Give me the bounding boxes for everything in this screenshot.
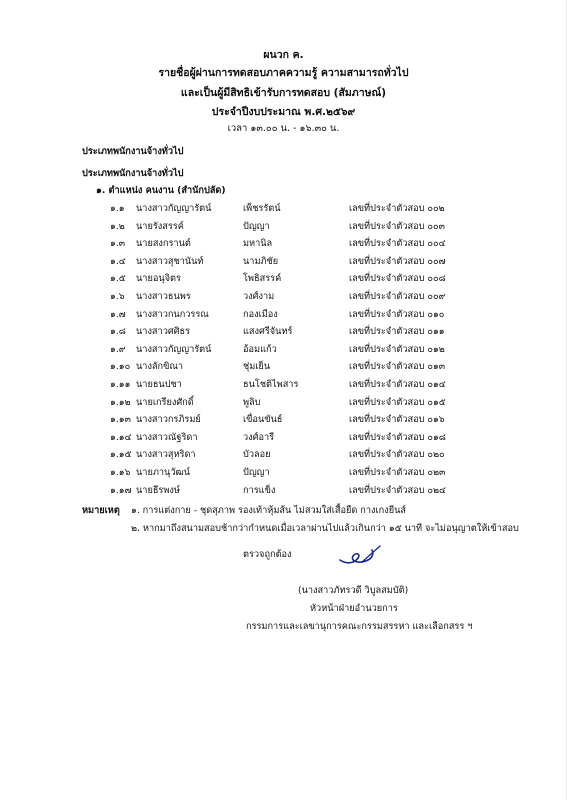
fiscal-year: ประจำปีงบประมาณ พ.ศ.๒๕๖๙ [211, 106, 356, 118]
candidate-number: ๑.๗ [110, 308, 126, 320]
candidate-surname: ปัญญา [243, 220, 270, 232]
exam-number: เลขที่ประจำตัวสอบ ๐๐๔ [349, 238, 446, 250]
table-row [0, 430, 567, 448]
candidate-name: นางสาวณัฐริดา [136, 431, 198, 443]
table-row [0, 307, 567, 325]
table-row [0, 483, 567, 501]
candidate-number: ๑.๑๖ [110, 467, 131, 478]
handwritten-signature [336, 540, 386, 570]
candidate-name: นางสาวธนพร [136, 291, 191, 302]
candidate-number: ๑.๑ [110, 203, 125, 214]
candidate-surname: นามภิชัย [243, 255, 279, 267]
table-row [0, 395, 567, 413]
candidate-surname: มหานิล [243, 238, 273, 250]
exam-number: เลขที่ประจำตัวสอบ ๐๑๖ [349, 414, 445, 426]
candidate-surname: เขื่อนขันธ์ [243, 414, 283, 426]
category-heading-2: ประเภทพนักงานจ้างทั่วไป [82, 168, 184, 179]
exam-number: เลขที่ประจำตัวสอบ ๐๑๔ [349, 379, 446, 390]
candidate-name: นางสาวกัญญารัตน์ [136, 343, 212, 355]
candidate-name: นายอนุจิตร [136, 273, 181, 285]
candidate-number: ๑.๑๒ [110, 396, 131, 408]
table-row [0, 236, 567, 254]
committee-title: กรรมการและเลขานุการคณะกรรมสรรหา และเลือกสรร ฯ [246, 621, 473, 632]
certification-text: ตรวจถูกต้อง [243, 549, 292, 560]
exam-number: เลขที่ประจำตัวสอบ ๐๐๙ [349, 291, 446, 302]
candidate-surname: อ้อมแก้ว [243, 343, 277, 355]
table-row [0, 447, 567, 465]
candidate-name: นางสาวศศิธร [136, 326, 191, 338]
exam-time: เวลา ๑๓.๐๐ น. - ๑๖.๓๐ น. [227, 123, 340, 134]
exam-number: เลขที่ประจำตัวสอบ ๐๐๗ [349, 255, 446, 267]
candidate-surname: วงศ์งาม [243, 291, 275, 302]
exam-number: เลขที่ประจำตัวสอบ ๐๒๓ [349, 467, 446, 478]
exam-number: เลขที่ประจำตัวสอบ ๐๐๓ [349, 220, 445, 232]
candidate-surname: กองเมือง [243, 308, 278, 320]
appendix-label: ผนวก ค. [263, 49, 304, 61]
exam-number: เลขที่ประจำตัวสอบ ๐๑๒ [349, 343, 445, 355]
candidate-number: ๑.๑๗ [110, 484, 132, 496]
table-row [0, 342, 567, 360]
exam-number: เลขที่ประจำตัวสอบ ๐๒๐ [349, 449, 445, 461]
candidate-number: ๑.๖ [110, 291, 125, 302]
table-row [0, 219, 567, 237]
table-row [0, 271, 567, 289]
candidate-surname: โพธิสรรค์ [243, 273, 282, 285]
signatory-name: (นางสาวภัทรวดี วิบูลสมบัติ) [298, 585, 409, 596]
exam-number: เลขที่ประจำตัวสอบ ๐๑๓ [349, 361, 446, 373]
candidate-name: นายธนปชา [136, 379, 182, 390]
candidate-surname: ปัญญา [243, 467, 270, 478]
candidate-surname: วงศ์อารี [243, 431, 275, 443]
candidate-number: ๑.๕ [110, 273, 126, 285]
remark-late-arrival: ๒. หากมาถึงสนามสอบช้ากว่ากำหนดเมื่อเวลาผ่านไปแล้วเกินกว่า ๑๕ นาที จะไม่อนุญาตให้เข้าสอบ [131, 523, 519, 534]
candidate-number: ๑.๑๓ [110, 414, 131, 426]
exam-number: เลขที่ประจำตัวสอบ ๐๑๐ [349, 308, 445, 320]
exam-number: เลขที่ประจำตัวสอบ ๐๒๔ [349, 484, 446, 496]
exam-number: เลขที่ประจำตัวสอบ ๐๑๘ [349, 431, 446, 443]
candidate-name: นายเกรียงศักดิ์ [136, 396, 194, 408]
candidate-surname: เพ็ชรรัตน์ [243, 203, 281, 214]
table-row [0, 412, 567, 430]
table-row [0, 201, 567, 219]
candidate-name: นางสาวกรภิรมย์ [136, 414, 201, 426]
candidate-name: นายภานุวัฒน์ [136, 467, 191, 478]
remarks-label: หมายเหตุ [82, 505, 120, 516]
candidate-surname: การแข็ง [243, 484, 276, 496]
exam-number: เลขที่ประจำตัวสอบ ๐๑๑ [349, 326, 445, 338]
table-row [0, 465, 567, 483]
candidate-number: ๑.๑๐ [110, 361, 131, 373]
candidate-name: นายสงกรานต์ [136, 238, 191, 250]
candidate-number: ๑.๑๕ [110, 449, 132, 461]
exam-number: เลขที่ประจำตัวสอบ ๐๐๒ [349, 203, 445, 214]
candidate-name: นางสาวสุหริดา [136, 449, 196, 461]
candidate-name: นางสาวกัญญารัตน์ [136, 203, 212, 214]
table-row [0, 324, 567, 342]
candidate-name: นางสาวกนกวรรณ [136, 308, 209, 320]
candidate-surname: บัวลอย [243, 449, 271, 461]
candidate-number: ๑.๑๔ [110, 431, 132, 443]
candidate-surname: ชุ่มเย็น [243, 361, 271, 373]
candidate-number: ๑.๘ [110, 326, 126, 338]
candidate-name: นายรังสรรค์ [136, 220, 184, 232]
candidate-number: ๑.๒ [110, 220, 125, 232]
table-row [0, 377, 567, 395]
title-line-1: รายชื่อผู้ผ่านการทดสอบภาคความรู้ ความสามารถทั่วไป [158, 67, 409, 79]
candidate-number: ๑.๔ [110, 255, 126, 267]
position-heading: ๑. ตำแหน่ง คนงาน (สำนักปลัด) [96, 185, 226, 196]
candidate-name: นางลักขิณา [136, 361, 184, 373]
title-line-2: และเป็นผู้มีสิทธิเข้ารับการทดสอบ (สัมภาษณ์) [180, 87, 387, 99]
table-row [0, 289, 567, 307]
candidate-number: ๑.๑๑ [110, 379, 131, 390]
candidate-surname: ธนโชติไพสาร [243, 379, 299, 390]
candidate-surname: แสงศรีจันทร์ [243, 326, 293, 338]
signatory-title: หัวหน้าฝ่ายอำนวยการ [310, 603, 398, 614]
table-row [0, 359, 567, 377]
remark-dress-code: ๑. การแต่งกาย - ชุดสุภาพ รองเท้าหุ้มส้น ไม่สวมใส่เสื้อยืด กางเกงยีนส์ [131, 505, 406, 516]
exam-number: เลขที่ประจำตัวสอบ ๐๑๕ [349, 396, 446, 408]
exam-number: เลขที่ประจำตัวสอบ ๐๐๘ [349, 273, 446, 285]
table-row [0, 254, 567, 272]
candidate-number: ๑.๓ [110, 238, 126, 250]
candidate-number: ๑.๙ [110, 343, 126, 355]
candidate-surname: พูลิบ [243, 396, 261, 408]
candidate-name: นางสาวสุชานันท์ [136, 255, 204, 267]
category-heading-1: ประเภทพนักงานจ้างทั่วไป [82, 146, 184, 157]
candidate-name: นายธีรพงษ์ [136, 484, 180, 496]
